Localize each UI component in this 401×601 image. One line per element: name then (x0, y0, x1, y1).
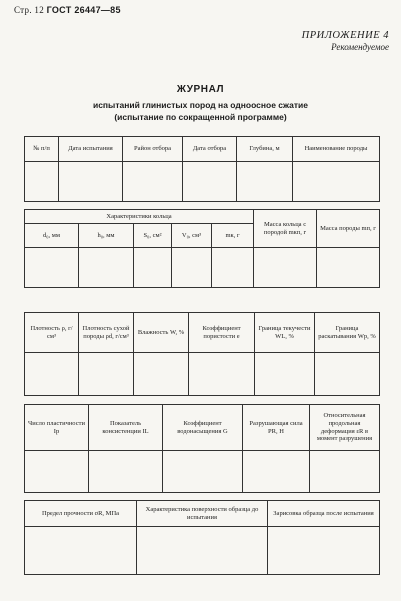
cell[interactable] (89, 451, 163, 493)
cell[interactable] (134, 248, 172, 288)
col-dry-density: Плотность сухой породы ρd, г/см³ (79, 313, 134, 353)
col-consistency-index: Показатель консистенции IL (89, 405, 163, 451)
col-depth: Глубина, м (237, 137, 293, 162)
table-ring (24, 209, 380, 288)
cell[interactable] (255, 353, 315, 396)
col-plastic-limit: Граница раскатывания Wp, % (315, 313, 380, 353)
col-sample-sketch: Зарисовка образца после испытания (268, 501, 380, 527)
col-test-date: Дата испытания (59, 137, 123, 162)
col-saturation-coef: Коэффициент водонасыщения G (163, 405, 243, 451)
table-indices (24, 404, 380, 493)
col-density: Плотность ρ, г/см³ (25, 313, 79, 353)
cell[interactable] (25, 162, 59, 202)
cell[interactable] (25, 353, 79, 396)
col-area: S₀, см² (134, 224, 172, 248)
table-properties (24, 312, 380, 396)
col-sampling-area: Район отбора (123, 137, 183, 162)
ring-group-header: Характеристики кольца (25, 210, 254, 224)
table-row (25, 527, 380, 575)
journal-subtitle-1: испытаний глинистых пород на одноосное сжатие (92, 100, 309, 110)
col-strength-limit: Предел прочности σR, МПа (25, 501, 137, 527)
col-moisture: Влажность W, % (134, 313, 189, 353)
cell[interactable] (25, 451, 89, 493)
table-row (25, 353, 380, 396)
cell[interactable] (79, 248, 134, 288)
cell[interactable] (134, 353, 189, 396)
cell[interactable] (137, 527, 268, 575)
col-mass-soil: Масса породы mп, г (317, 210, 380, 248)
col-height: h₀, мм (79, 224, 134, 248)
cell[interactable] (310, 451, 380, 493)
col-sampling-date: Дата отбора (183, 137, 237, 162)
col-axial-strain: Относительная продольная деформация εR в момент разрушения (310, 405, 380, 451)
standard-code: ГОСТ 26447—85 (46, 5, 121, 15)
table-row (25, 451, 380, 493)
col-surface-description: Характеристика поверхности образца до испытания (137, 501, 268, 527)
cell[interactable] (293, 162, 380, 202)
cell[interactable] (25, 527, 137, 575)
col-failure-force: Разрушающая сила PR, Н (243, 405, 310, 451)
appendix-status: Рекомендуемое (331, 42, 389, 52)
cell[interactable] (268, 527, 380, 575)
cell[interactable] (59, 162, 123, 202)
table-general (24, 136, 380, 202)
appendix-block (302, 30, 389, 52)
col-mass-ring-soil: Масса кольца с породой mкп, г (254, 210, 317, 248)
col-liquid-limit: Граница текучести WL, % (255, 313, 315, 353)
cell[interactable] (79, 353, 134, 396)
cell[interactable] (317, 248, 380, 288)
cell[interactable] (172, 248, 212, 288)
table-row (25, 248, 380, 288)
cell[interactable] (212, 248, 254, 288)
col-plasticity-index: Число пластичности Ip (25, 405, 89, 451)
page-label: Стр. 12 (14, 5, 45, 15)
cell[interactable] (237, 162, 293, 202)
col-porosity: Коэффициент пористости e (189, 313, 255, 353)
table-strength (24, 500, 380, 575)
journal-title: ЖУРНАЛ (176, 84, 225, 95)
col-diameter: d₀, мм (25, 224, 79, 248)
col-number: № п/п (25, 137, 59, 162)
cell[interactable] (254, 248, 317, 288)
cell[interactable] (25, 248, 79, 288)
col-ring-mass: mк, г (212, 224, 254, 248)
col-rock-name: Наименование породы (293, 137, 380, 162)
appendix-title: ПРИЛОЖЕНИЕ 4 (301, 30, 389, 41)
page-header (14, 5, 121, 15)
cell[interactable] (315, 353, 380, 396)
cell[interactable] (163, 451, 243, 493)
table-row (25, 162, 380, 202)
cell[interactable] (243, 451, 310, 493)
journal-subtitle-2: (испытание по сокращенной программе) (114, 112, 287, 122)
cell[interactable] (189, 353, 255, 396)
col-volume: V₀, см³ (172, 224, 212, 248)
cell[interactable] (123, 162, 183, 202)
cell[interactable] (183, 162, 237, 202)
